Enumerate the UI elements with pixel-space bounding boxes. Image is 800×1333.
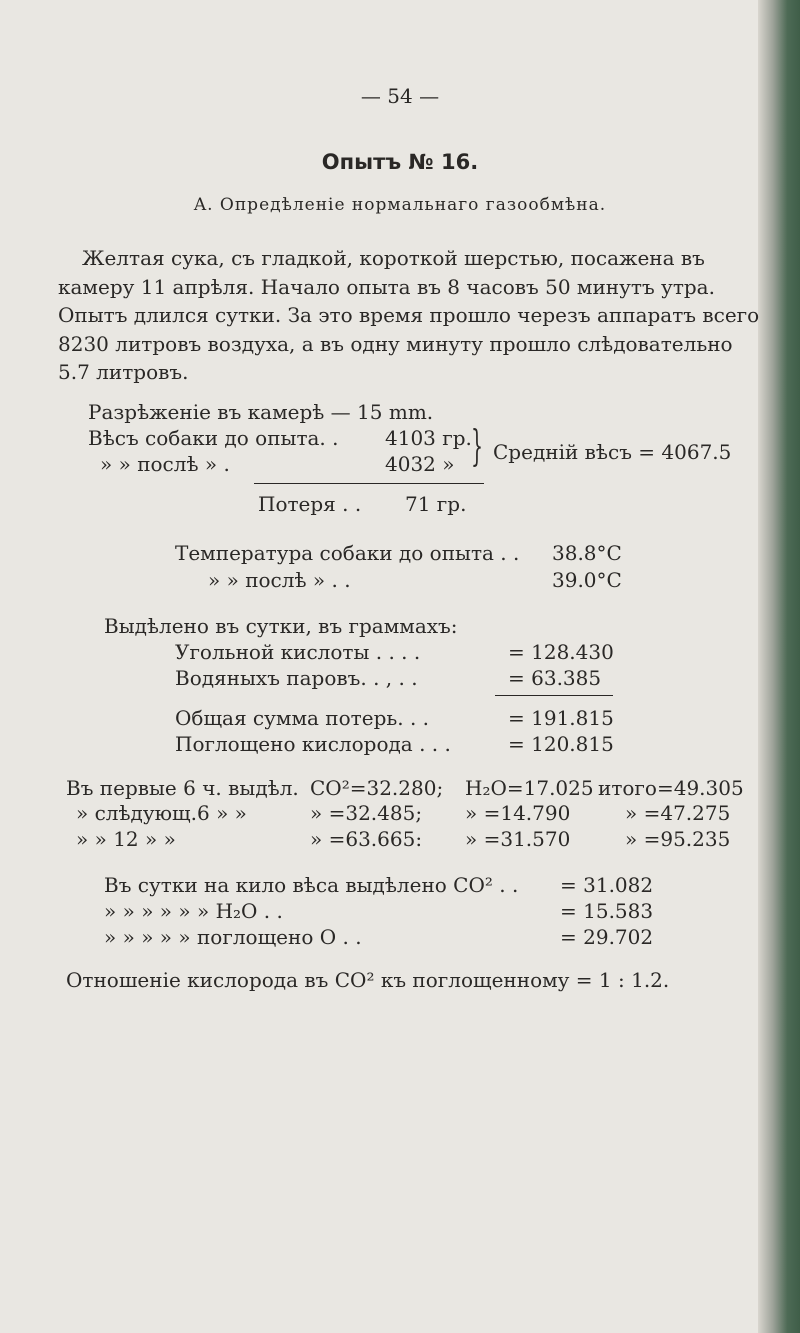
weight-before-label: Вѣсъ собаки до опыта. . — [88, 426, 339, 450]
temp-before-value: 38.8°C — [552, 541, 622, 565]
co2-label: Угольной кислоты . . . . — [175, 640, 421, 664]
section-heading: A. Опредѣленіе нормальнаго газообмѣна. — [193, 195, 607, 215]
intro-line: Желтая сука, съ гладкой, короткой шерстью, посажена въ — [82, 246, 705, 270]
temp-before-label: Температура собаки до опыта . . — [175, 541, 520, 565]
water-value: = 63.385 — [508, 666, 602, 690]
oxygen-absorbed-label: Поглощено кислорода . . . — [175, 732, 451, 756]
oxygen-ratio: Отношеніе кислорода въ CO² къ поглощенному = 1 : 1.2. — [66, 968, 670, 992]
period-total: » =47.275 — [625, 801, 731, 825]
period-label: » » 12 » » — [76, 827, 176, 851]
water-label: Водяныхъ паровъ. . , . . — [175, 666, 418, 690]
oxygen-absorbed-value: = 120.815 — [508, 732, 614, 756]
intro-paragraph — [58, 244, 759, 387]
brace-symbol: } — [471, 421, 484, 470]
per-kilo-value: = 31.082 — [560, 873, 654, 897]
per-kilo-label: » » » » » поглощено O . . — [104, 925, 362, 949]
period-total: » =95.235 — [625, 827, 731, 851]
temp-after-value: 39.0°C — [552, 568, 622, 592]
weight-loss-value: 71 гр. — [405, 492, 467, 516]
intro-line: Опытъ длился сутки. За это время прошло черезъ аппаратъ всего — [58, 303, 760, 327]
intro-line: 8230 литровъ воздуха, а въ одну минуту прошло слѣдовательно — [58, 331, 733, 356]
page-number: — 54 — — [360, 84, 440, 108]
intro-line: камеру 11 апрѣля. Начало опыта въ 8 часовъ 50 минутъ утра. — [58, 274, 715, 299]
total-loss-value: = 191.815 — [508, 706, 614, 730]
divider-line — [495, 695, 613, 696]
weight-after-label: » » послѣ » . — [100, 452, 230, 476]
per-kilo-value: = 15.583 — [560, 899, 654, 923]
co2-value: = 128.430 — [508, 640, 614, 664]
period-h2o: » =31.570 — [465, 827, 571, 851]
per-kilo-label: Въ сутки на кило вѣса выдѣлено CO² . . — [104, 873, 519, 897]
per-kilo-label: » » » » » » H₂O . . — [104, 899, 283, 923]
divider-line — [254, 483, 484, 484]
weight-after-value: 4032 » — [385, 452, 455, 476]
weight-loss-label: Потеря . . — [258, 492, 362, 516]
per-kilo-value: = 29.702 — [560, 925, 654, 949]
period-h2o: » =14.790 — [465, 801, 571, 825]
vacuum-line: Разрѣженіе въ камерѣ — 15 mm. — [88, 400, 434, 424]
excretion-heading: Выдѣлено въ сутки, въ граммахъ: — [104, 614, 458, 638]
temp-after-label: » » послѣ » . . — [208, 568, 351, 592]
experiment-title: Опытъ № 16. — [321, 150, 479, 174]
period-label: » слѣдующ.6 » » — [76, 801, 247, 825]
period-h2o: H₂O=17.025 — [465, 776, 594, 800]
period-total: итого=49.305 — [598, 776, 744, 800]
period-label: Въ первые 6 ч. выдѣл. — [66, 776, 299, 800]
total-loss-label: Общая сумма потерь. . . — [175, 706, 430, 730]
weight-before-value: 4103 гр. — [385, 426, 472, 450]
intro-line: 5.7 литровъ. — [58, 360, 189, 384]
period-co2: » =63.665: — [310, 827, 423, 851]
average-weight: Средній вѣсъ = 4067.5 — [493, 440, 732, 464]
period-co2: » =32.485; — [310, 801, 423, 825]
period-co2: CO²=32.280; — [310, 776, 444, 800]
